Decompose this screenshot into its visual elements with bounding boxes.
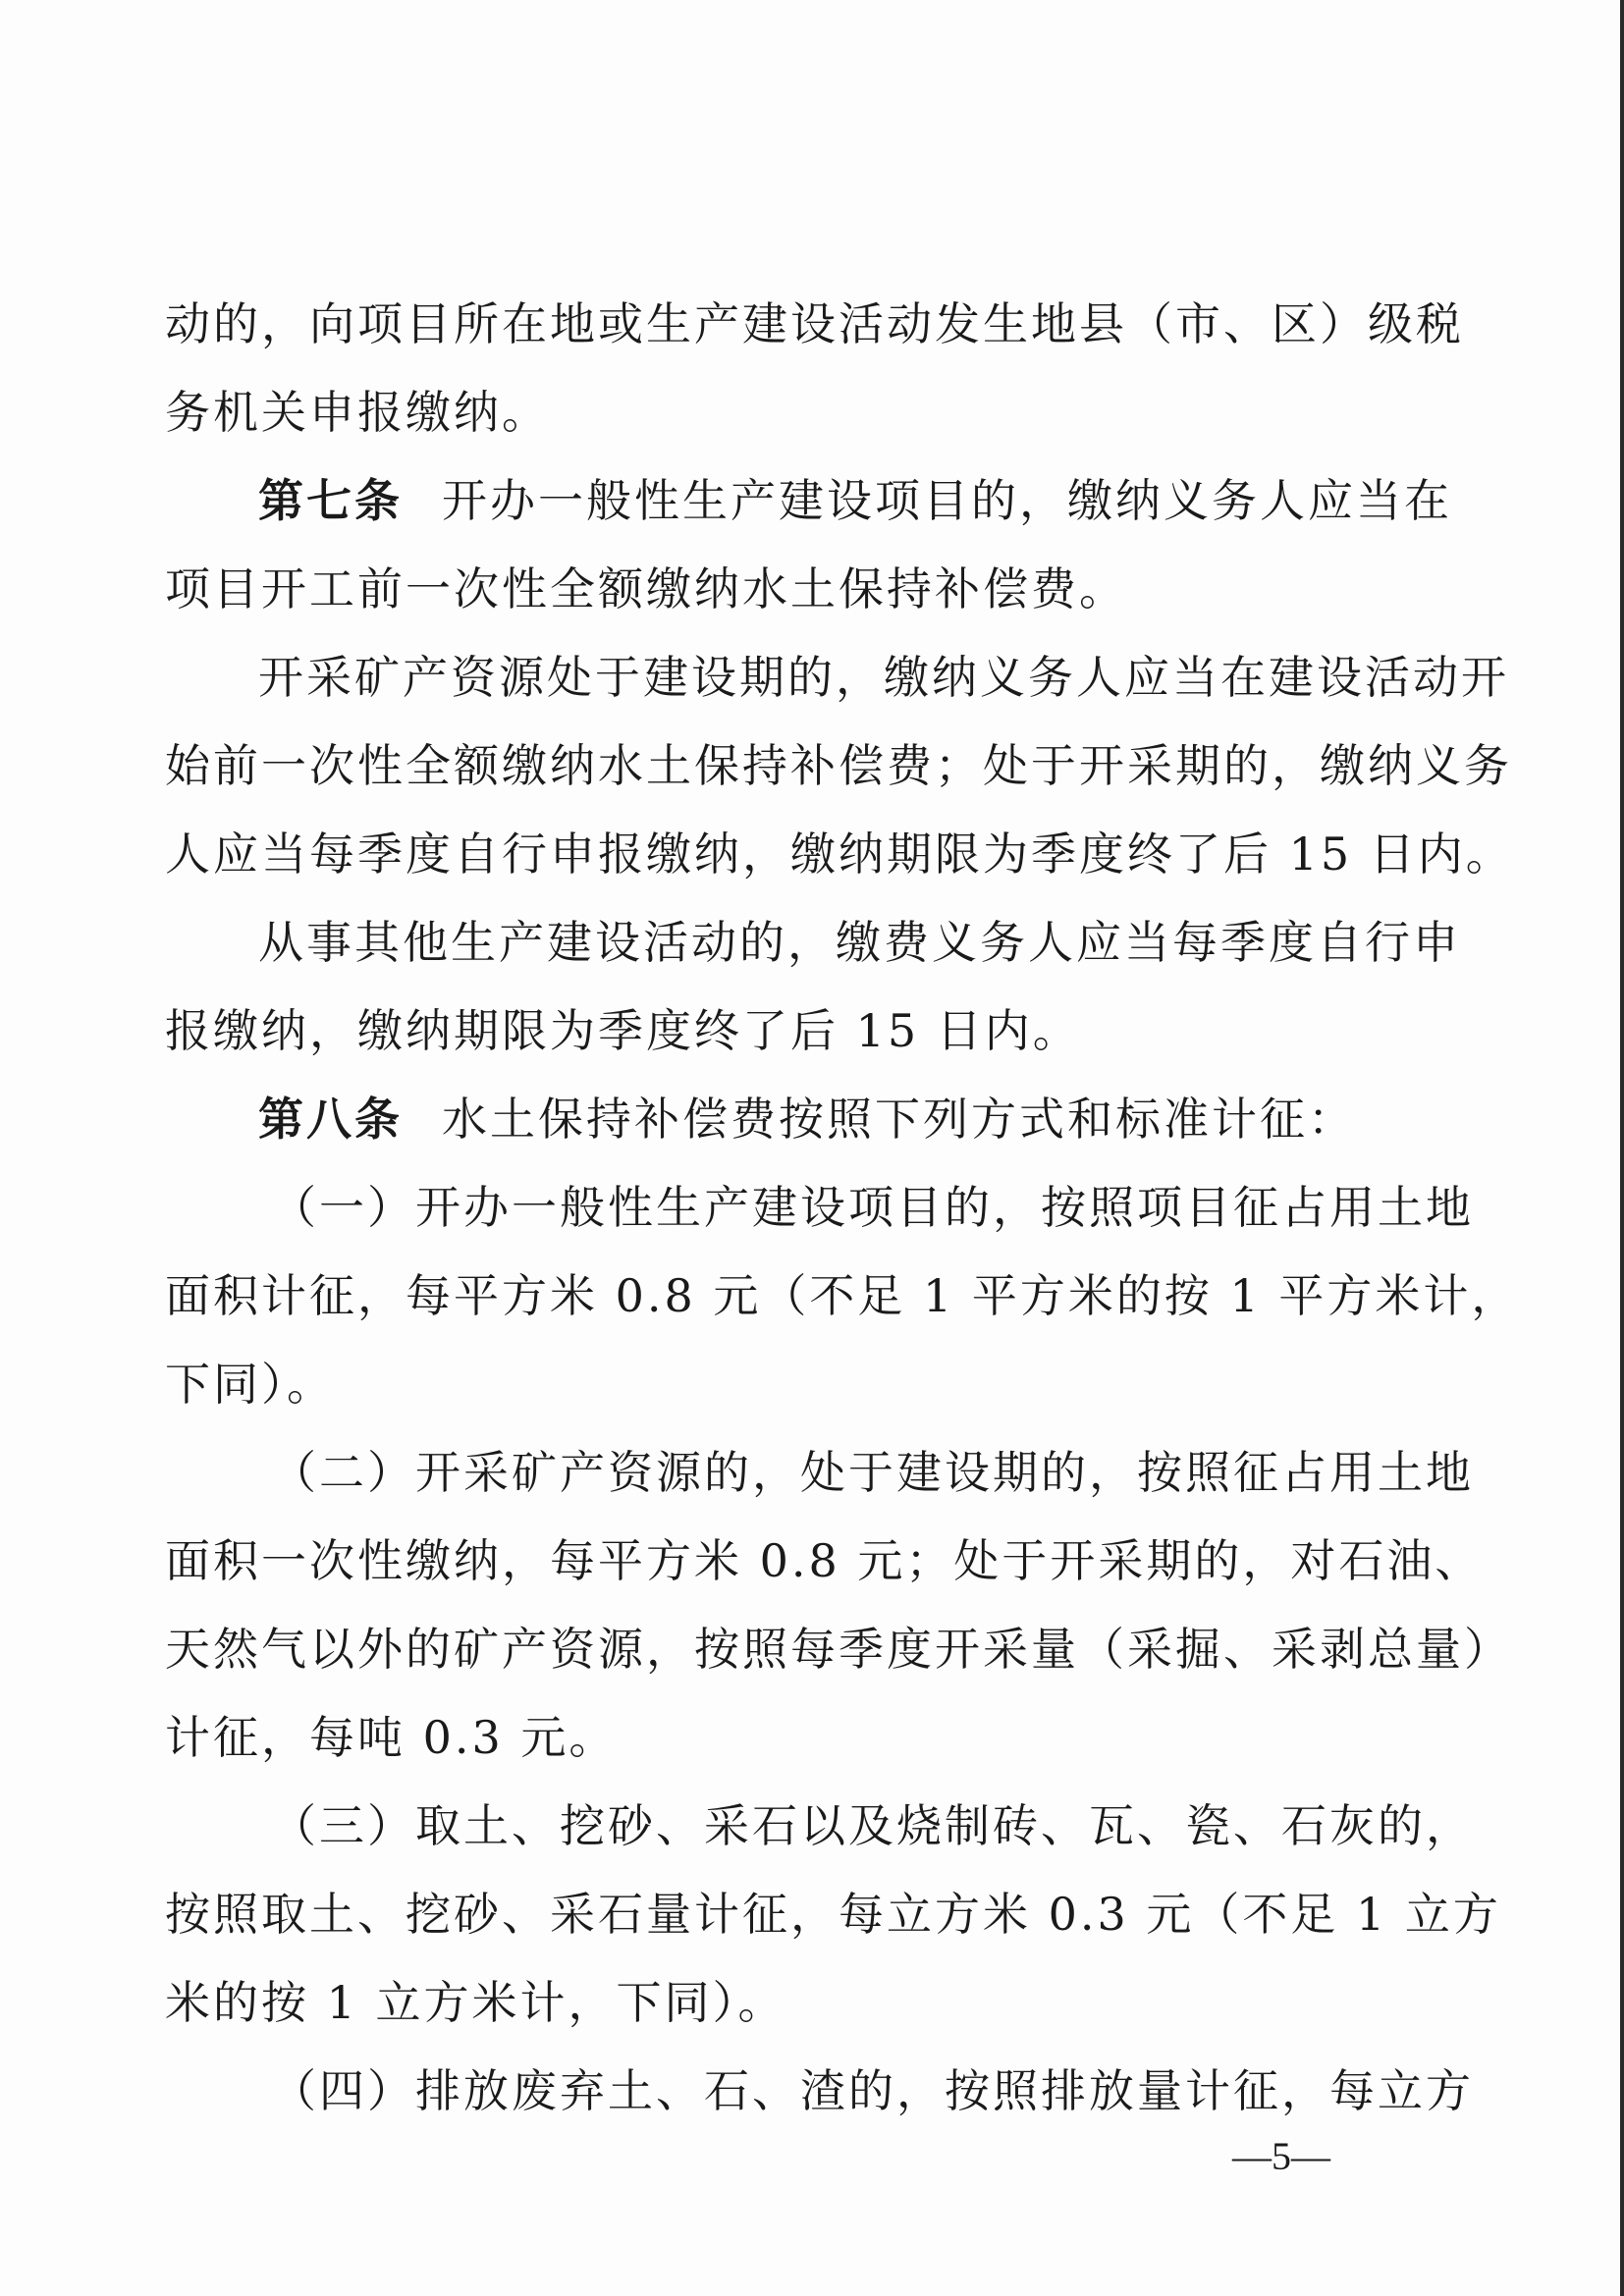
- text-line: 面积一次性缴纳，每平方米 0.8 元；处于开采期的，对石油、: [165, 1534, 1484, 1587]
- text-line: 开采矿产资源处于建设期的，缴纳义务人应当在建设活动开: [258, 651, 1509, 704]
- text-line: 从事其他生产建设活动的，缴费义务人应当每季度自行申: [258, 916, 1461, 969]
- text-line: （二）开采矿产资源的，处于建设期的，按照征占用土地: [271, 1446, 1474, 1499]
- text-line: （四）排放废弃土、石、渣的，按照排放量计征，每立方: [271, 2064, 1474, 2117]
- article-eight-label: 第八条: [258, 1093, 403, 1146]
- scan-edge: [1620, 0, 1624, 2296]
- page-number: —5—: [1232, 2134, 1330, 2178]
- text-line: （一）开办一般性生产建设项目的，按照项目征占用土地: [271, 1181, 1474, 1234]
- text-line: 天然气以外的矿产资源，按照每季度开采量（采掘、采剥总量）: [165, 1623, 1512, 1676]
- text-line: 按照取土、挖砂、采石量计征，每立方米 0.3 元（不足 1 立方: [165, 1888, 1501, 1941]
- text-line: 务机关申报缴纳。: [165, 386, 550, 439]
- text-line: （三）取土、挖砂、采石以及烧制砖、瓦、瓷、石灰的，: [271, 1799, 1474, 1852]
- document-body: [165, 280, 1520, 2135]
- article-eight-line: [165, 1075, 1412, 1163]
- text-line: 面积计征，每平方米 0.8 元（不足 1 平方米的按 1 平方米计，: [165, 1269, 1520, 1322]
- text-line: 开办一般性生产建设项目的，缴纳义务人应当在: [442, 474, 1452, 527]
- text-line: 人应当每季度自行申报缴纳，缴纳期限为季度终了后 15 日内。: [165, 828, 1514, 881]
- text-line: 报缴纳，缴纳期限为季度终了后 15 日内。: [165, 1004, 1081, 1057]
- text-line: 项目开工前一次性全额缴纳水土保持补偿费。: [165, 562, 1127, 615]
- text-line: 米的按 1 立方米计，下同）。: [165, 1976, 786, 2029]
- text-line: 动的，向项目所在地或生产建设活动发生地县（市、区）级税: [165, 297, 1464, 350]
- text-line: 始前一次性全额缴纳水土保持补偿费；处于开采期的，缴纳义务: [165, 739, 1512, 792]
- text-line: 下同）。: [165, 1358, 335, 1411]
- article-seven-label: 第七条: [258, 474, 403, 527]
- text-line: 水土保持补偿费按照下列方式和标准计征：: [442, 1093, 1356, 1146]
- article-seven-line: [165, 456, 1452, 545]
- text-line: 计征，每吨 0.3 元。: [165, 1711, 618, 1764]
